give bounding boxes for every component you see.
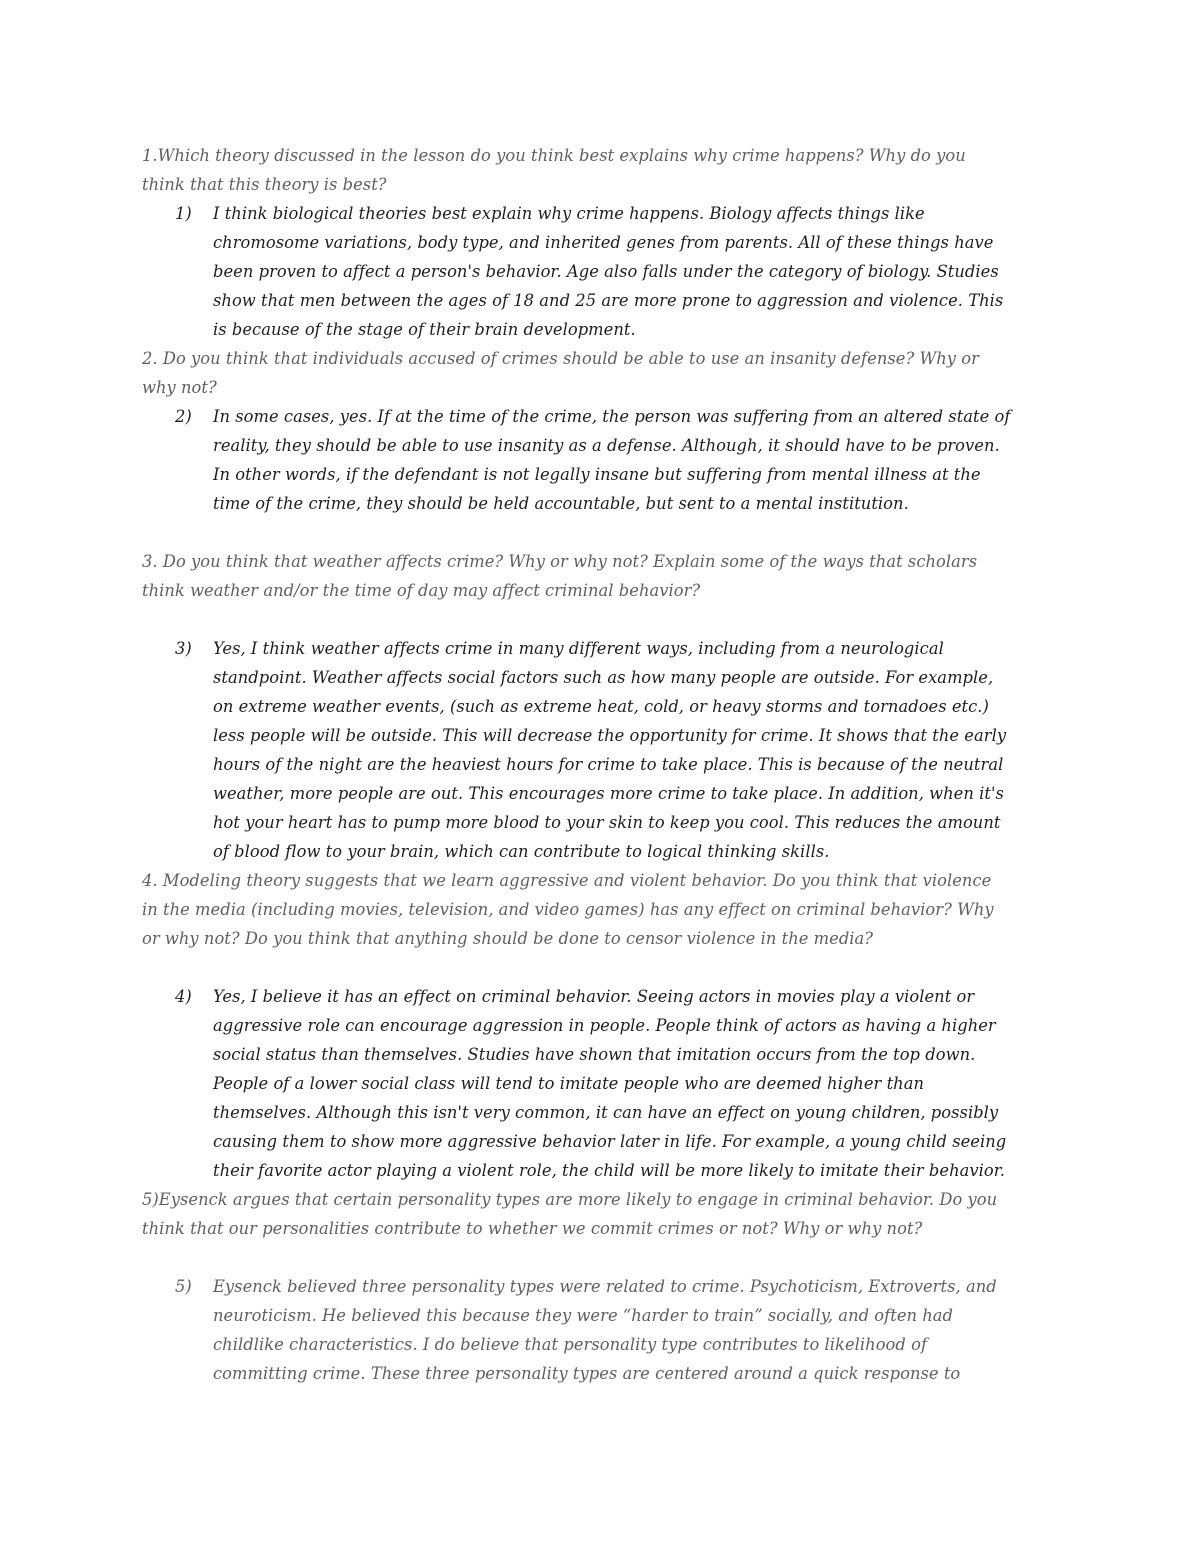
answer-3-line-6: weather, more people are out. This encourages more crime to take place. In addition, when it's <box>213 784 1004 803</box>
answer-1-number: 1) <box>175 204 192 223</box>
answer-4-number: 4) <box>175 987 192 1006</box>
answer-5-number: 5) <box>175 1277 192 1296</box>
question-1-line-2: think that this theory is best? <box>142 175 387 194</box>
answer-1-line-1: I think biological theories best explain why crime happens. Biology affects things like <box>213 204 925 223</box>
answer-5-line-3: childlike characteristics. I do believe that personality type contributes to likelihood of <box>213 1335 928 1354</box>
answer-5-line-2: neuroticism. He believed this because they were “harder to train” socially, and often had <box>213 1306 954 1325</box>
answer-1-line-5: is because of the stage of their brain development. <box>213 320 636 339</box>
answer-2-line-1: In some cases, yes. If at the time of the crime, the person was suffering from an altered state of <box>213 407 1011 426</box>
answer-3-line-4: less people will be outside. This will decrease the opportunity for crime. It shows that the early <box>213 726 1007 745</box>
answer-4-line-5: themselves. Although this isn't very common, it can have an effect on young children, possibly <box>213 1103 999 1122</box>
answer-1-line-4: show that men between the ages of 18 and 25 are more prone to aggression and violence. This <box>213 291 1004 310</box>
answer-2-line-3: In other words, if the defendant is not legally insane but suffering from mental illness at the <box>213 465 981 484</box>
answer-4-line-3: social status than themselves. Studies have shown that imitation occurs from the top down. <box>213 1045 976 1064</box>
question-1-line-1: 1.Which theory discussed in the lesson do you think best explains why crime happens? Why do you <box>142 146 966 165</box>
answer-1-line-3: been proven to affect a person's behavior. Age also falls under the category of biology. Studies <box>213 262 999 281</box>
question-5-line-2: think that our personalities contribute to whether we commit crimes or not? Why or why not? <box>142 1219 923 1238</box>
question-2-line-2: why not? <box>142 378 217 397</box>
question-4-line-3: or why not? Do you think that anything should be done to censor violence in the media? <box>142 929 874 948</box>
answer-4-line-2: aggressive role can encourage aggression in people. People think of actors as having a higher <box>213 1016 996 1035</box>
answer-3-line-8: of blood flow to your brain, which can contribute to logical thinking skills. <box>213 842 830 861</box>
answer-1-line-2: chromosome variations, body type, and inherited genes from parents. All of these things have <box>213 233 994 252</box>
answer-3-line-3: on extreme weather events, (such as extreme heat, cold, or heavy storms and tornadoes etc.) <box>213 697 989 716</box>
answer-5-line-1: Eysenck believed three personality types were related to crime. Psychoticism, Extroverts, and <box>213 1277 997 1296</box>
answer-4-line-4: People of a lower social class will tend to imitate people who are deemed higher than <box>213 1074 925 1093</box>
answer-2-line-2: reality, they should be able to use insanity as a defense. Although, it should have to be proven. <box>213 436 1000 455</box>
answer-5-line-4: committing crime. These three personality types are centered around a quick response to <box>213 1364 961 1383</box>
answer-2-line-4: time of the crime, they should be held accountable, but sent to a mental institution. <box>213 494 909 513</box>
question-4-line-1: 4. Modeling theory suggests that we learn aggressive and violent behavior. Do you think that violence <box>142 871 992 890</box>
question-2-line-1: 2. Do you think that individuals accused of crimes should be able to use an insanity defense? Why or <box>142 349 979 368</box>
answer-3-number: 3) <box>175 639 192 658</box>
answer-3-line-2: standpoint. Weather affects social factors such as how many people are outside. For example, <box>213 668 994 687</box>
answer-3-line-1: Yes, I think weather affects crime in many different ways, including from a neurological <box>213 639 944 658</box>
question-4-line-2: in the media (including movies, television, and video games) has any effect on criminal behavior? Why <box>142 900 994 919</box>
answer-4-line-6: causing them to show more aggressive behavior later in life. For example, a young child seeing <box>213 1132 1007 1151</box>
answer-2-number: 2) <box>175 407 192 426</box>
answer-3-line-7: hot your heart has to pump more blood to your skin to keep you cool. This reduces the amount <box>213 813 1001 832</box>
question-5-line-1: 5)Eysenck argues that certain personality types are more likely to engage in criminal behavior. Do you <box>142 1190 998 1209</box>
answer-4-line-7: their favorite actor playing a violent role, the child will be more likely to imitate their behavior. <box>213 1161 1006 1180</box>
answer-3-line-5: hours of the night are the heaviest hours for crime to take place. This is because of the neutral <box>213 755 1004 774</box>
question-3-line-1: 3. Do you think that weather affects crime? Why or why not? Explain some of the ways that scholars <box>142 552 978 571</box>
answer-4-line-1: Yes, I believe it has an effect on criminal behavior. Seeing actors in movies play a violent or <box>213 987 975 1006</box>
question-3-line-2: think weather and/or the time of day may affect criminal behavior? <box>142 581 701 600</box>
